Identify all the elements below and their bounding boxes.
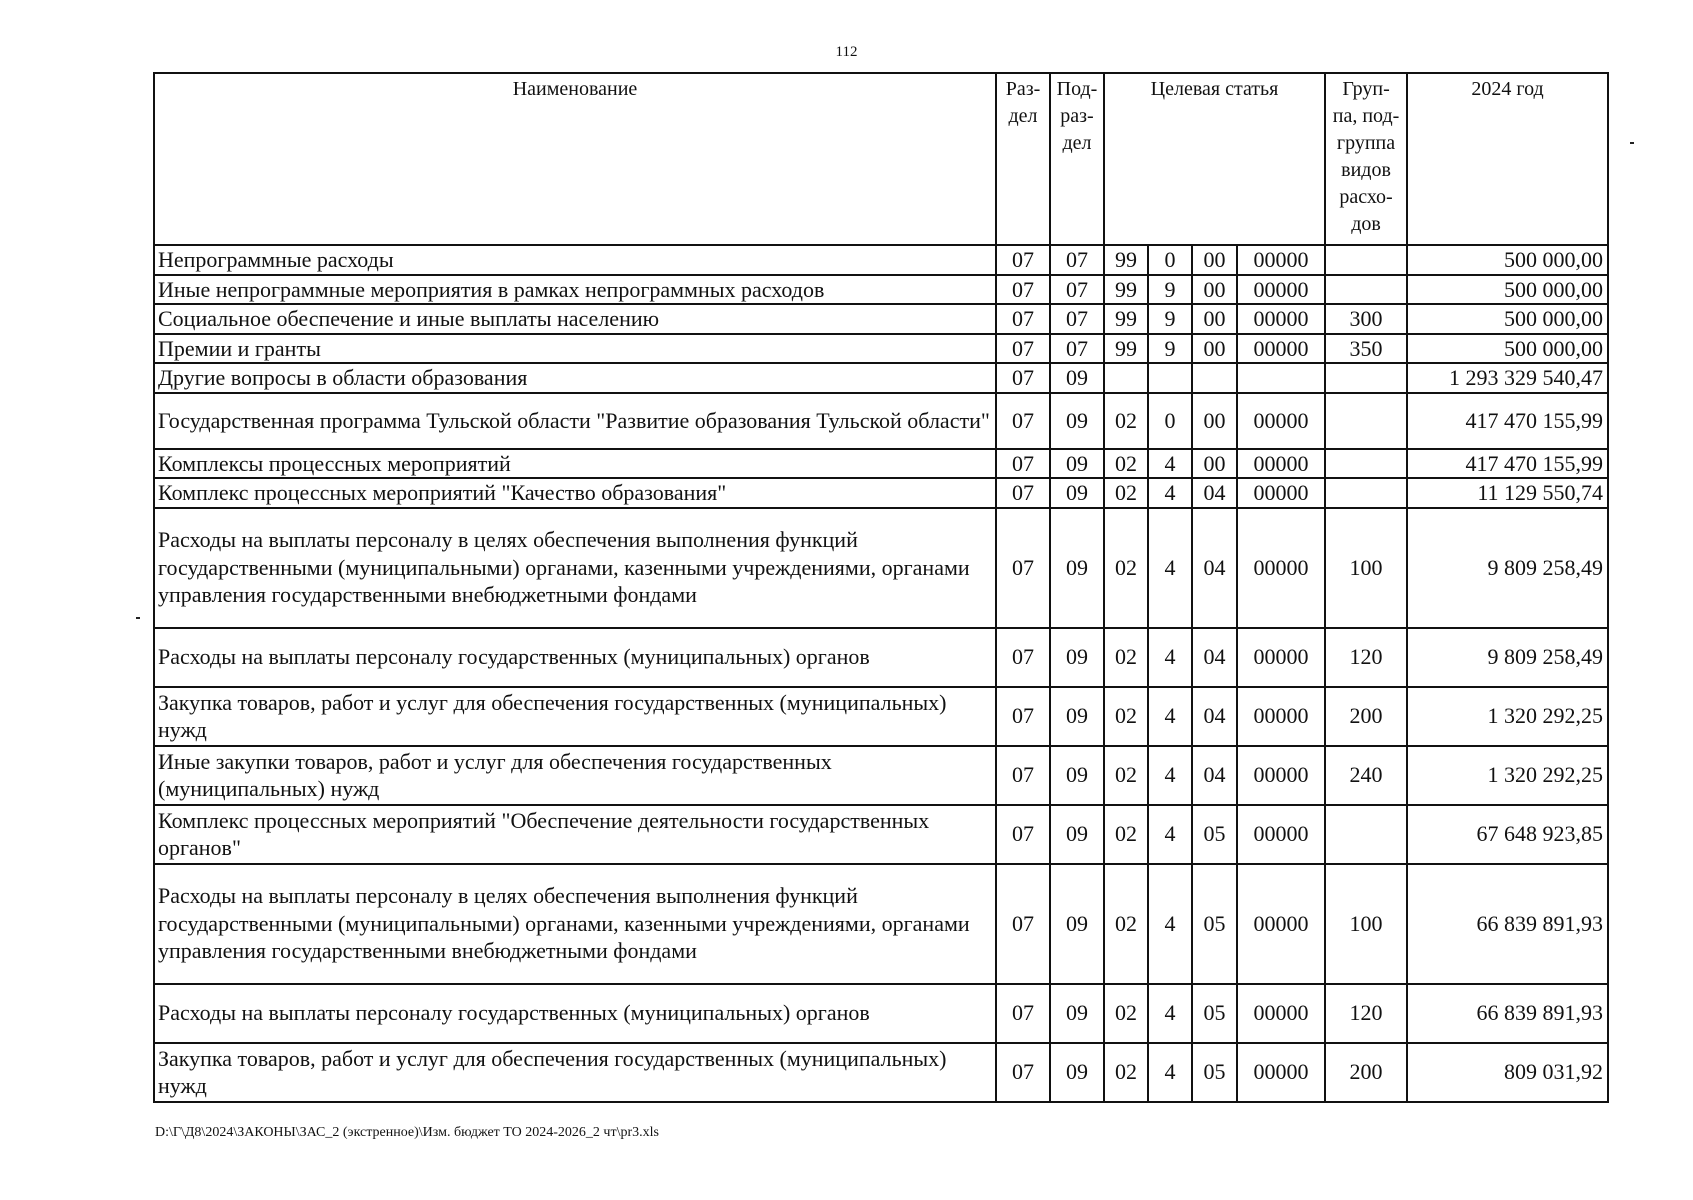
cell-razdel: 07 <box>996 478 1050 508</box>
cell-target-subprogram: 04 <box>1192 628 1237 687</box>
cell-podrazdel: 07 <box>1050 275 1104 305</box>
cell-target-type: 9 <box>1148 304 1192 334</box>
cell-amount: 9 809 258,49 <box>1407 628 1608 687</box>
cell-razdel: 07 <box>996 746 1050 805</box>
cell-expense-group: 300 <box>1325 304 1407 334</box>
cell-target-program: 02 <box>1104 687 1148 746</box>
cell-target-type: 4 <box>1148 1043 1192 1102</box>
table-row <box>154 984 1608 1043</box>
cell-target-type <box>1148 363 1192 393</box>
cell-expense-group: 120 <box>1325 984 1407 1043</box>
cell-target-direction: 00000 <box>1237 508 1325 628</box>
cell-target-subprogram: 00 <box>1192 245 1237 275</box>
table-row <box>154 363 1608 393</box>
cell-name: Расходы на выплаты персоналу в целях обеспечения выполнения функций государственными (муниципальными) органами, казенными учреждениями, органами управления государственными внебюджетными фондами <box>154 864 996 984</box>
cell-name: Расходы на выплаты персоналу государственных (муниципальных) органов <box>154 984 996 1043</box>
cell-target-program: 02 <box>1104 805 1148 864</box>
cell-target-subprogram: 04 <box>1192 508 1237 628</box>
table-row <box>154 508 1608 628</box>
cell-razdel: 07 <box>996 805 1050 864</box>
page-number: 112 <box>835 44 858 60</box>
cell-razdel: 07 <box>996 275 1050 305</box>
header-name: Наименование <box>154 73 996 245</box>
cell-amount: 9 809 258,49 <box>1407 508 1608 628</box>
cell-podrazdel: 09 <box>1050 449 1104 479</box>
cell-expense-group: 240 <box>1325 746 1407 805</box>
cell-podrazdel: 09 <box>1050 984 1104 1043</box>
cell-target-type: 9 <box>1148 334 1192 364</box>
cell-target-program: 02 <box>1104 864 1148 984</box>
cell-amount: 1 320 292,25 <box>1407 687 1608 746</box>
cell-target-type: 4 <box>1148 449 1192 479</box>
cell-target-program: 99 <box>1104 304 1148 334</box>
cell-razdel: 07 <box>996 245 1050 275</box>
cell-amount: 500 000,00 <box>1407 304 1608 334</box>
cell-target-program: 02 <box>1104 478 1148 508</box>
cell-expense-group <box>1325 478 1407 508</box>
cell-expense-group <box>1325 805 1407 864</box>
cell-target-direction: 00000 <box>1237 304 1325 334</box>
cell-podrazdel: 09 <box>1050 1043 1104 1102</box>
cell-expense-group <box>1325 393 1407 449</box>
cell-target-type: 0 <box>1148 245 1192 275</box>
table-row <box>154 393 1608 449</box>
table-row <box>154 245 1608 275</box>
cell-amount: 67 648 923,85 <box>1407 805 1608 864</box>
side-mark-right <box>1630 142 1634 144</box>
cell-podrazdel: 09 <box>1050 746 1104 805</box>
cell-target-subprogram: 00 <box>1192 304 1237 334</box>
cell-name: Другие вопросы в области образования <box>154 363 996 393</box>
cell-amount: 500 000,00 <box>1407 245 1608 275</box>
header-podrazdel: Под- раз- дел <box>1050 73 1104 245</box>
table-row <box>154 304 1608 334</box>
table-row <box>154 275 1608 305</box>
cell-target-program <box>1104 363 1148 393</box>
cell-name: Иные непрограммные мероприятия в рамках непрограммных расходов <box>154 275 996 305</box>
cell-razdel: 07 <box>996 508 1050 628</box>
cell-name: Премии и гранты <box>154 334 996 364</box>
cell-amount: 66 839 891,93 <box>1407 864 1608 984</box>
cell-amount: 66 839 891,93 <box>1407 984 1608 1043</box>
cell-target-type: 4 <box>1148 864 1192 984</box>
table-row <box>154 449 1608 479</box>
cell-target-type: 9 <box>1148 275 1192 305</box>
cell-target-type: 4 <box>1148 478 1192 508</box>
cell-name: Государственная программа Тульской области "Развитие образования Тульской области" <box>154 393 996 449</box>
cell-target-direction: 00000 <box>1237 984 1325 1043</box>
cell-podrazdel: 09 <box>1050 628 1104 687</box>
cell-target-direction: 00000 <box>1237 805 1325 864</box>
cell-target-program: 02 <box>1104 1043 1148 1102</box>
cell-target-direction <box>1237 363 1325 393</box>
cell-amount: 500 000,00 <box>1407 334 1608 364</box>
header-razdel: Раз- дел <box>996 73 1050 245</box>
cell-podrazdel: 09 <box>1050 687 1104 746</box>
cell-target-direction: 00000 <box>1237 628 1325 687</box>
cell-razdel: 07 <box>996 304 1050 334</box>
cell-name: Иные закупки товаров, работ и услуг для обеспечения государственных (муниципальных) нужд <box>154 746 996 805</box>
cell-target-direction: 00000 <box>1237 746 1325 805</box>
cell-expense-group <box>1325 449 1407 479</box>
cell-podrazdel: 09 <box>1050 478 1104 508</box>
cell-name: Социальное обеспечение и иные выплаты населению <box>154 304 996 334</box>
cell-target-type: 4 <box>1148 628 1192 687</box>
cell-expense-group: 200 <box>1325 1043 1407 1102</box>
cell-target-subprogram: 00 <box>1192 275 1237 305</box>
cell-amount: 1 293 329 540,47 <box>1407 363 1608 393</box>
header-year: 2024 год <box>1407 73 1608 245</box>
cell-target-program: 02 <box>1104 628 1148 687</box>
cell-amount: 417 470 155,99 <box>1407 393 1608 449</box>
cell-razdel: 07 <box>996 628 1050 687</box>
cell-target-subprogram <box>1192 363 1237 393</box>
cell-target-direction: 00000 <box>1237 245 1325 275</box>
cell-expense-group <box>1325 275 1407 305</box>
cell-amount: 809 031,92 <box>1407 1043 1608 1102</box>
cell-expense-group: 120 <box>1325 628 1407 687</box>
cell-razdel: 07 <box>996 449 1050 479</box>
cell-name: Непрограммные расходы <box>154 245 996 275</box>
cell-target-subprogram: 00 <box>1192 449 1237 479</box>
cell-target-program: 02 <box>1104 984 1148 1043</box>
table-row <box>154 334 1608 364</box>
cell-target-subprogram: 05 <box>1192 805 1237 864</box>
cell-amount: 417 470 155,99 <box>1407 449 1608 479</box>
cell-expense-group: 200 <box>1325 687 1407 746</box>
cell-target-subprogram: 05 <box>1192 1043 1237 1102</box>
cell-name: Расходы на выплаты персоналу в целях обеспечения выполнения функций государственными (муниципальными) органами, казенными учреждениями, органами управления государственными внебюджетными фондами <box>154 508 996 628</box>
cell-target-type: 4 <box>1148 687 1192 746</box>
cell-podrazdel: 09 <box>1050 864 1104 984</box>
cell-target-type: 0 <box>1148 393 1192 449</box>
cell-razdel: 07 <box>996 363 1050 393</box>
cell-podrazdel: 09 <box>1050 508 1104 628</box>
cell-target-subprogram: 04 <box>1192 746 1237 805</box>
cell-expense-group: 350 <box>1325 334 1407 364</box>
cell-target-subprogram: 00 <box>1192 393 1237 449</box>
header-group: Груп- па, под- группа видов расхо- дов <box>1325 73 1407 245</box>
cell-target-subprogram: 00 <box>1192 334 1237 364</box>
cell-amount: 500 000,00 <box>1407 275 1608 305</box>
cell-amount: 1 320 292,25 <box>1407 746 1608 805</box>
cell-target-program: 02 <box>1104 746 1148 805</box>
footer-file-path: D:\Г\Д8\2024\ЗАКОНЫ\ЗАС_2 (экстренное)\Изм. бюджет ТО 2024-2026_2 чт\pr3.xls <box>155 1125 659 1140</box>
cell-name: Закупка товаров, работ и услуг для обеспечения государственных (муниципальных) нужд <box>154 1043 996 1102</box>
cell-target-program: 99 <box>1104 334 1148 364</box>
cell-expense-group <box>1325 245 1407 275</box>
cell-target-direction: 00000 <box>1237 449 1325 479</box>
cell-target-type: 4 <box>1148 746 1192 805</box>
cell-razdel: 07 <box>996 984 1050 1043</box>
table-row <box>154 478 1608 508</box>
cell-expense-group: 100 <box>1325 508 1407 628</box>
cell-target-direction: 00000 <box>1237 393 1325 449</box>
table-header-row <box>154 73 1608 245</box>
cell-expense-group <box>1325 363 1407 393</box>
table-row <box>154 746 1608 805</box>
cell-target-subprogram: 05 <box>1192 864 1237 984</box>
cell-target-type: 4 <box>1148 984 1192 1043</box>
cell-target-type: 4 <box>1148 805 1192 864</box>
side-mark-left <box>136 617 140 619</box>
cell-podrazdel: 07 <box>1050 304 1104 334</box>
cell-razdel: 07 <box>996 393 1050 449</box>
cell-target-subprogram: 04 <box>1192 687 1237 746</box>
cell-target-direction: 00000 <box>1237 687 1325 746</box>
cell-target-direction: 00000 <box>1237 478 1325 508</box>
cell-podrazdel: 07 <box>1050 334 1104 364</box>
cell-razdel: 07 <box>996 334 1050 364</box>
cell-name: Закупка товаров, работ и услуг для обеспечения государственных (муниципальных) нужд <box>154 687 996 746</box>
cell-podrazdel: 07 <box>1050 245 1104 275</box>
cell-target-program: 02 <box>1104 449 1148 479</box>
cell-target-program: 99 <box>1104 245 1148 275</box>
table-row <box>154 805 1608 864</box>
cell-name: Комплекс процессных мероприятий "Качество образования" <box>154 478 996 508</box>
cell-target-program: 02 <box>1104 393 1148 449</box>
cell-podrazdel: 09 <box>1050 363 1104 393</box>
cell-podrazdel: 09 <box>1050 393 1104 449</box>
cell-razdel: 07 <box>996 1043 1050 1102</box>
cell-target-direction: 00000 <box>1237 275 1325 305</box>
cell-target-program: 02 <box>1104 508 1148 628</box>
header-target: Целевая статья <box>1104 73 1325 245</box>
cell-target-program: 99 <box>1104 275 1148 305</box>
cell-target-direction: 00000 <box>1237 864 1325 984</box>
cell-name: Комплексы процессных мероприятий <box>154 449 996 479</box>
cell-podrazdel: 09 <box>1050 805 1104 864</box>
cell-name: Расходы на выплаты персоналу государственных (муниципальных) органов <box>154 628 996 687</box>
table-row <box>154 628 1608 687</box>
cell-expense-group: 100 <box>1325 864 1407 984</box>
budget-table <box>153 72 1609 1103</box>
cell-target-subprogram: 05 <box>1192 984 1237 1043</box>
cell-name: Комплекс процессных мероприятий "Обеспечение деятельности государственных органов" <box>154 805 996 864</box>
cell-amount: 11 129 550,74 <box>1407 478 1608 508</box>
cell-razdel: 07 <box>996 687 1050 746</box>
table-row <box>154 687 1608 746</box>
cell-target-subprogram: 04 <box>1192 478 1237 508</box>
cell-target-direction: 00000 <box>1237 1043 1325 1102</box>
cell-target-direction: 00000 <box>1237 334 1325 364</box>
table-row <box>154 1043 1608 1102</box>
cell-razdel: 07 <box>996 864 1050 984</box>
table-row <box>154 864 1608 984</box>
cell-target-type: 4 <box>1148 508 1192 628</box>
